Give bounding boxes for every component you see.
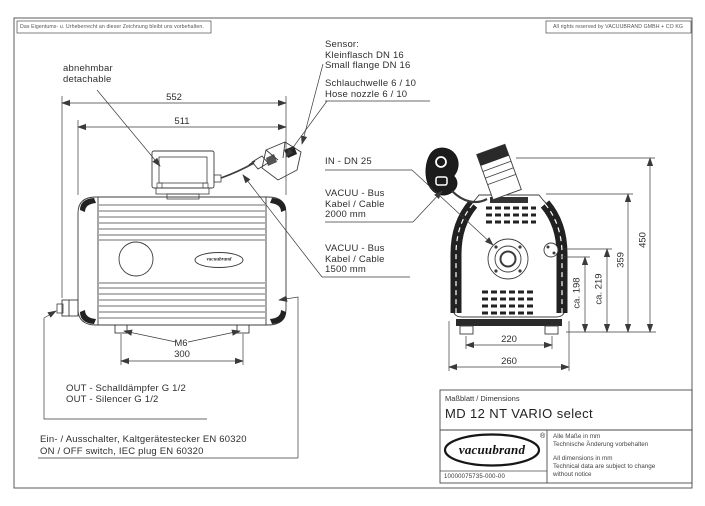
side-foot-right: [237, 325, 249, 333]
note-en: [553, 455, 655, 479]
callout-inlet: IN - DN 25: [325, 156, 372, 167]
callout-bus-1500-line2: Kabel / Cable: [325, 253, 385, 265]
dim-foot-distance-side: 300: [174, 349, 190, 360]
outlet-stub: [57, 300, 78, 316]
front-foot-right: [545, 326, 558, 334]
callout-sensor: [325, 40, 410, 72]
inlet-flange: [488, 239, 528, 279]
dim-overall-width: 260: [501, 356, 517, 367]
note-de-1: Alle Maße in mm: [553, 433, 601, 440]
callout-bus-2000-line3: 2000 mm: [325, 209, 367, 220]
note-en-1: All dimensions in mm: [553, 455, 613, 462]
document-number: 10000075735-000-00: [444, 474, 505, 480]
controller-display: [152, 151, 254, 199]
pump-housing-side: [57, 197, 286, 333]
note-de-2: Technische Änderung vorbehalten: [553, 441, 649, 448]
side-port-circle: [119, 242, 153, 276]
note-de: [553, 433, 648, 449]
front-foot-left: [460, 326, 473, 334]
callout-detachable-de: abnehmbar: [63, 63, 113, 74]
dim-overall-height: 450: [637, 232, 649, 248]
front-display: [477, 144, 522, 199]
callout-switch-en: ON / OFF switch, IEC plug EN 60320: [40, 446, 204, 457]
brand-logo-text: vacuubrand: [458, 442, 526, 457]
dim-housing-length: 511: [174, 116, 190, 127]
dim-housing-height: 359: [615, 252, 627, 268]
callout-sensor-de: Kleinflasch DN 16: [325, 49, 404, 61]
front-view: [426, 144, 565, 334]
dim-foot-distance-front: 220: [501, 334, 517, 345]
pump-body-logo-text: vacuubrand: [206, 257, 232, 263]
side-view: [57, 142, 301, 333]
dim-overall-length: 552: [166, 92, 182, 103]
registered-mark: ®: [540, 433, 546, 440]
copyright-notice-de: Das Eigentums- u. Urheberrecht an dieser Zeichnung bleibt uns vorbehalten.: [20, 24, 204, 30]
note-en-2: Technical data are subject to change: [553, 463, 656, 470]
callout-out-de: OUT - Schalldämpfer G 1/2: [66, 383, 186, 394]
callout-hose-en: Hose nozzle 6 / 10: [325, 88, 408, 100]
side-foot-left: [115, 325, 127, 333]
callout-detachable-en: detachable: [63, 73, 112, 85]
sheet-type-label: Maßblatt / Dimensions: [445, 394, 520, 403]
callout-bus-2000: [325, 189, 385, 221]
callout-sensor-title: Sensor:: [325, 39, 360, 50]
valve-circle: [544, 243, 558, 257]
callout-hose: [325, 79, 416, 100]
callout-sensor-en: Small flange DN 16: [325, 60, 411, 71]
callout-out-en: OUT - Silencer G 1/2: [66, 393, 159, 405]
bus-cable: [452, 191, 487, 202]
callout-detachable: [63, 64, 113, 85]
dim-height-ca-198: ca. 198: [571, 277, 583, 309]
dim-foot-thread: M6: [174, 338, 188, 349]
callout-bus-2000-line2: Kabel / Cable: [325, 198, 385, 210]
dim-height-ca-219: ca. 219: [593, 273, 605, 305]
callout-bus-1500-line3: 1500 mm: [325, 264, 367, 275]
callout-bus-1500: [325, 244, 385, 276]
product-name: MD 12 NT VARIO select: [445, 406, 594, 421]
callout-bus-1500-line1: VACUU - Bus: [325, 243, 385, 254]
callout-hose-de: Schlauchwelle 6 / 10: [325, 78, 417, 89]
note-en-3: without notice: [553, 471, 592, 478]
callout-out: [66, 384, 186, 405]
dimension-lines: [62, 96, 656, 371]
callout-switch-de: Ein- / Ausschalter, Kaltgerätestecker EN 60320: [40, 434, 247, 445]
copyright-notice-en: All rights reserved by VACUUBRAND GMBH + CO KG: [552, 24, 684, 30]
callout-bus-2000-line1: VACUU - Bus: [325, 188, 385, 199]
callout-switch: [40, 434, 247, 458]
